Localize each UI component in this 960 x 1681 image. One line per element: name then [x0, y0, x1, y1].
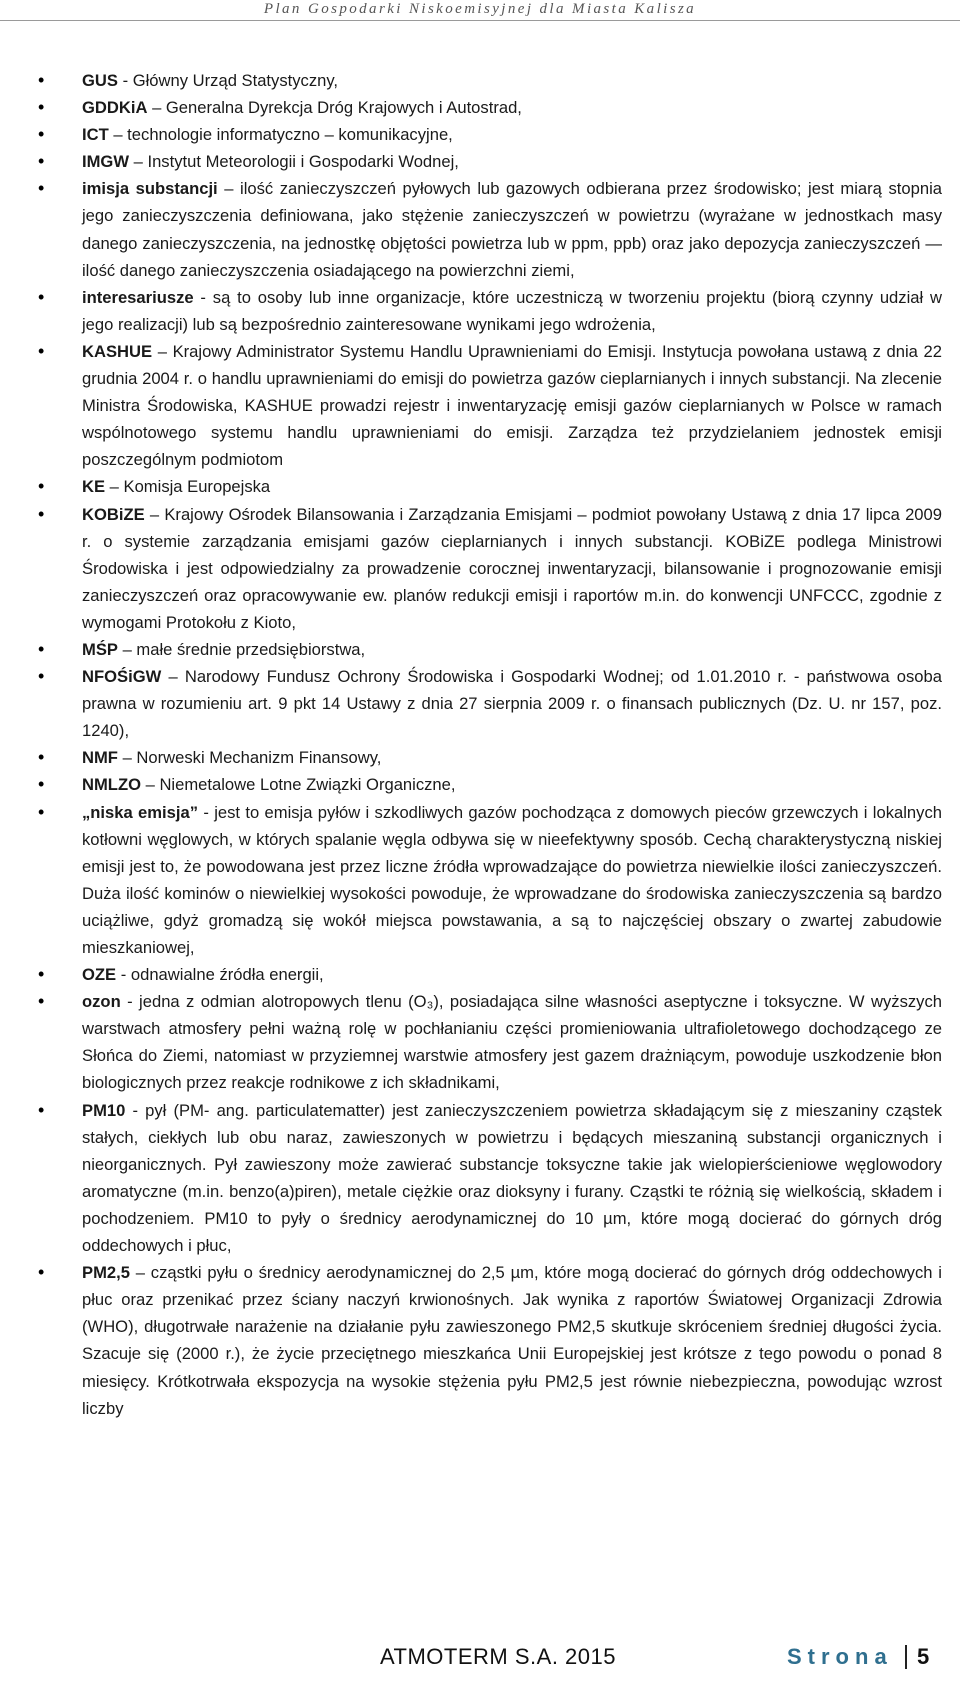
page-footer — [0, 1643, 960, 1673]
glossary-definition: - jedna z odmian alotropowych tlenu (O₃), posiadająca silne własności aseptyczne i toksyczne. W wyższych warstwach atmosfery pełni ważną rolę w pochłanianiu części promieniowania ultrafioletowego dochodzącego ze Słońca do Ziemi, natomiast w przyziemnej warstwie atmosfery jest gazem drażniącym, powoduje uszkodzenie błon biologicznych przez reakcje rodnikowe z ich składnikami, — [82, 992, 942, 1093]
glossary-definition: - jest to emisja pyłów i szkodliwych gazów pochodząca z domowych pieców grzewczych i lokalnych kotłowni węglowych, w których spalanie węgla odbywa się w nieefektywny sposób. Cechą charakterystyczną niskiej emisji jest to, że powodowana jest przez liczne źródła wprowadzające do powietrza niewielkie ilości zanieczyszczeń. Duża ilość kominów o niewielkiej wysokości powoduje, że wprowadzane do środowiska zanieczyszczenia są bardzo uciążliwe, gdyż gromadzą się wokół miejsca powstawania, a są to najczęściej obszary o zwartej zabudowie mieszkaniowej, — [82, 802, 942, 957]
document-title: Plan Gospodarki Niskoemisyjnej dla Miasta Kalisza — [263, 1, 697, 17]
glossary-term: MŚP — [82, 639, 118, 659]
glossary-definition: – Krajowy Ośrodek Bilansowania i Zarządzania Emisjami – podmiot powołany Ustawą z dnia 17 lipca 2009 r. o systemie zarządzania emisjami gazów cieplarnianych i innych substancji. KOBiZE podlega Ministrowi Środowiska i jest odpowiedzialny za prowadzenie corocznej inwentaryzacji, bilansowanie i prognozowanie emisji zanieczyszczeń oraz opracowywanie ew. planów redukcji emisji i raportów m.in. do konwencji UNFCCC, zgodnie z wymogami Protokołu z Kioto, — [82, 504, 942, 632]
glossary-item — [0, 1097, 960, 1260]
glossary-definition: – Norweski Mechanizm Finansowy, — [117, 748, 382, 768]
glossary-definition: – Krajowy Administrator Systemu Handlu Uprawnieniami do Emisji. Instytucja powołana ustawą z dnia 22 grudnia 2004 r. o handlu uprawnieniami do emisji do powietrza gazów cieplarnianych i innych substancji. Na zlecenie Ministra Środowiska, KASHUE prowadzi rejestr i inwentaryzację emisji gazów cieplarnianych w Polsce w ramach wspólnotowego systemu handlu uprawnieniami do emisji. Zarządza też przydzielaniem jednostek emisji poszczególnym podmiotom — [82, 341, 942, 470]
glossary-item — [0, 121, 960, 148]
glossary-item — [0, 663, 960, 744]
glossary-definition: – ilość zanieczyszczeń pyłowych lub gazowych odbierana przez środowisko; jest miarą stopnia jego zanieczyszczenia definiowana, jako stężenie zanieczyszczeń w powietrzu (wyrażane w jednostkach masy danego zanieczyszczenia, na jednostkę objętości powietrza lub w ppm, ppb) oraz jako depozycja zanieczyszczeń — ilość danego zanieczyszczenia osiadającego na powierzchni ziemi, — [82, 179, 942, 280]
glossary-definition: - Główny Urząd Statystyczny, — [117, 71, 339, 90]
glossary-term: OZE — [82, 965, 117, 985]
glossary-term: KOBiZE — [82, 504, 145, 524]
glossary-definition: – Generalna Dyrekcja Dróg Krajowych i Autostrad, — [147, 98, 522, 118]
page-header — [0, 0, 960, 21]
glossary-term: interesariusze — [82, 287, 194, 307]
glossary-item — [0, 501, 960, 636]
glossary-item — [0, 1259, 960, 1422]
glossary-term: „niska emisja” — [82, 802, 199, 822]
glossary-definition: – Komisja Europejska — [105, 477, 271, 497]
glossary-term: ozon — [82, 992, 121, 1012]
glossary-term: NMF — [82, 748, 118, 768]
glossary — [0, 67, 960, 1422]
glossary-item — [0, 636, 960, 663]
glossary-definition: – Niemetalowe Lotne Związki Organiczne, — [141, 775, 456, 795]
footer-separator — [905, 1645, 907, 1669]
glossary-item — [0, 744, 960, 771]
glossary-item — [0, 473, 960, 500]
glossary-term: NMLZO — [82, 775, 141, 795]
glossary-definition: – Instytut Meteorologii i Gospodarki Wodnej, — [129, 152, 459, 172]
glossary-item — [0, 799, 960, 962]
glossary-item — [0, 148, 960, 175]
glossary-term: GDDKiA — [82, 98, 148, 118]
glossary-term: KE — [82, 477, 106, 497]
glossary-definition: – małe średnie przedsiębiorstwa, — [117, 639, 366, 659]
footer-page-label: Strona — [787, 1644, 893, 1669]
glossary-definition: - pył (PM- ang. particulatematter) jest zanieczyszczeniem powietrza składającym się z mieszaniny cząstek stałych, ciekłych lub obu naraz, zawieszonych w powietrzu i będących mieszaniną substancji organicznych i nieorganicznych. Pył zawieszony może zawierać substancje toksyczne takie jak wielopierścieniowe węglowodory aromatyczne (m.in. benzo(a)piren), metale ciężkie oraz dioksyny i furany. Cząstki te różnią się wielkością, składem i pochodzeniem. PM10 to pyły o średnicy aerodynamicznej do 10 µm, które mogą docierać do górnych dróg oddechowych i płuc, — [82, 1100, 942, 1256]
glossary-term: NFOŚiGW — [82, 667, 162, 687]
glossary-definition: - odnawialne źródła energii, — [116, 965, 324, 985]
glossary-definition: – technologie informatyczno – komunikacyjne, — [108, 125, 453, 145]
glossary-item — [0, 961, 960, 988]
glossary-term: GUS — [82, 71, 118, 90]
glossary-item — [0, 175, 960, 283]
glossary-term: imisja substancji — [82, 179, 218, 199]
glossary-term: IMGW — [82, 152, 130, 172]
glossary-definition: – cząstki pyłu o średnicy aerodynamicznej do 2,5 µm, które mogą docierać do górnych dróg oddechowych i płuc oraz przenikać przez ściany naczyń krwionośnych. Jak wynika z raportów Światowej Organizacji Zdrowia (WHO), długotrwałe narażenie na działanie pyłu zawieszonego PM2,5 skutkuje skróceniem średniej długości życia. Szacuje się (2000 r.), że życie przeciętnego mieszkańca Unii Europejskiej jest krótsze z tego powodu o ponad 8 miesięcy. Krótkotrwała ekspozycja na wysokie stężenia pyłu PM2,5 jest równie niebezpieczna, powodując wzrost liczby — [82, 1263, 942, 1418]
glossary-item — [0, 67, 960, 94]
glossary-term: PM10 — [82, 1100, 126, 1120]
footer-page-number: 5 — [917, 1644, 930, 1669]
glossary-definition: - są to osoby lub inne organizacje, które uczestniczą w tworzeniu projektu (biorą czynny udział w jego realizacji) lub są bezpośrednio zainteresowane wynikami jego wdrożenia, — [82, 287, 942, 334]
glossary-item — [0, 284, 960, 338]
glossary-item — [0, 94, 960, 121]
glossary-definition: – Narodowy Fundusz Ochrony Środowiska i Gospodarki Wodnej; od 1.01.2010 r. - państwowa osoba prawna w rozumieniu art. 9 pkt 14 Ustawy z dnia 27 sierpnia 2009 r. o finansach publicznych (Dz. U. nr 157, poz. 1240), — [82, 667, 942, 741]
glossary-item — [0, 771, 960, 798]
glossary-item — [0, 338, 960, 473]
glossary-term: PM2,5 — [82, 1263, 130, 1283]
glossary-term: KASHUE — [82, 341, 153, 361]
glossary-term: ICT — [82, 125, 109, 145]
glossary-item — [0, 988, 960, 1096]
glossary-list — [0, 67, 960, 1422]
footer-company: ATMOTERM S.A. 2015 — [380, 1644, 616, 1669]
